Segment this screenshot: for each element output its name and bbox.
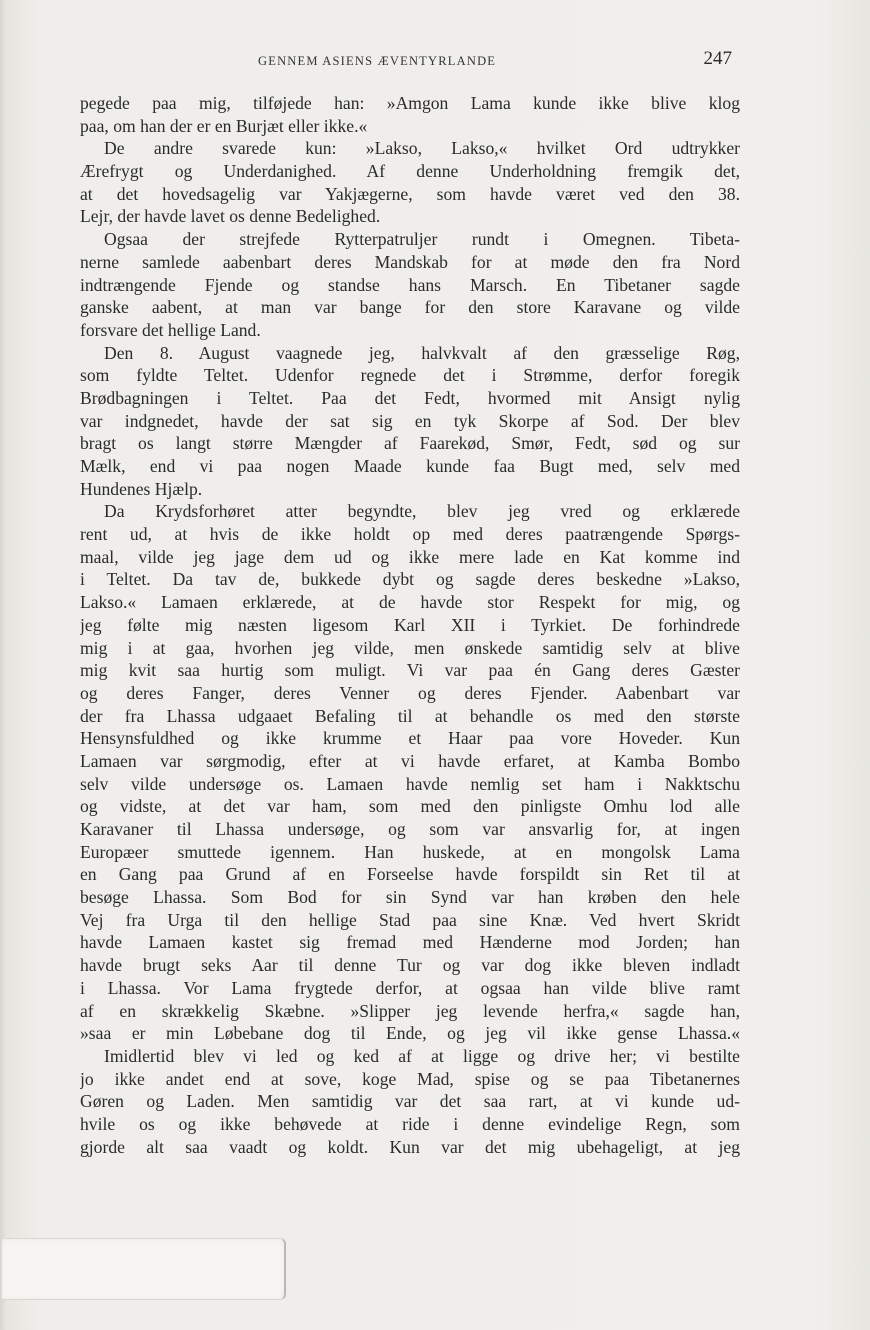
body-text [80, 92, 740, 1158]
text-line: havde Lamaen kastet sig fremad med Hænderne mod Jorden; han [80, 932, 740, 953]
text-line: besøge Lhassa. Som Bod for sin Synd var han krøben den hele [80, 887, 740, 908]
text-line: mig kvit saa hurtig som muligt. Vi var paa én Gang deres Gæster [80, 660, 740, 681]
running-title: GENNEM ASIENS ÆVENTYRLANDE [258, 54, 497, 68]
text-line: og vidste, at det var ham, som med den pinligste Omhu lod alle [80, 796, 740, 817]
text-line: i Teltet. Da tav de, bukkede dybt og sagde deres beskedne »Lakso, [80, 569, 740, 590]
text-line: nerne samlede aabenbart deres Mandskab for at møde den fra Nord [80, 251, 740, 272]
text-line: ganske aabent, at man var bange for den store Karavane og vilde [80, 297, 740, 318]
text-line: gjorde alt saa vaadt og koldt. Kun var det mig ubehageligt, at jeg [80, 1136, 740, 1157]
text-line: paa, om han der er en Burjæt eller ikke.« [80, 115, 368, 136]
text-line: jo ikke andet end at sove, koge Mad, spise og se paa Tibetanernes [80, 1068, 740, 1089]
text-line: »saa er min Løbebane dog til Ende, og jeg vil ikke gense Lhassa.« [80, 1023, 740, 1044]
text-line: som fyldte Teltet. Udenfor regnede det i Strømme, derfor foregik [80, 365, 740, 386]
text-line: Da Krydsforhøret atter begyndte, blev jeg vred og erklærede [104, 501, 740, 522]
page-edge-shadow [0, 0, 6, 1330]
text-line: Ærefrygt og Underdanighed. Af denne Underholdning fremgik det, [80, 161, 740, 182]
text-line: var indgnedet, havde der sat sig en tyk Skorpe af Sod. Der blev [80, 410, 740, 431]
text-line: Lakso.« Lamaen erklærede, at de havde stor Respekt for mig, og [80, 592, 740, 613]
text-line: Europæer smuttede igennem. Han huskede, at en mongolsk Lama [80, 841, 740, 862]
text-line: at det hovedsagelig var Yakjægerne, som havde været ved den 38. [80, 183, 740, 204]
text-line: indtrængende Fjende og standse hans Marsch. En Tibetaner sagde [80, 274, 740, 295]
text-line: pegede paa mig, tilføjede han: »Amgon Lama kunde ikke blive klog [80, 93, 740, 113]
text-line: De andre svarede kun: »Lakso, Lakso,« hvilket Ord udtrykker [104, 138, 740, 159]
text-line: maal, vilde jeg jage dem ud og ikke mere lade en Kat komme ind [80, 546, 740, 567]
text-line: selv vilde undersøge os. Lamaen havde nemlig set ham i Nakktschu [80, 773, 740, 794]
text-line: jeg følte mig næsten ligesom Karl XII i Tyrkiet. De forhindrede [80, 614, 740, 635]
text-line: rent ud, at hvis de ikke holdt op med deres paatrængende Spørgs- [80, 524, 740, 545]
text-line: mig i at gaa, hvorhen jeg vilde, men ønskede samtidig selv at blive [80, 637, 740, 658]
text-line: og deres Fanger, deres Venner og deres Fjender. Aabenbart var [80, 682, 740, 703]
text-line: i Lhassa. Vor Lama frygtede derfor, at ogsaa han vilde blive ramt [80, 977, 740, 998]
text-line: Den 8. August vaagnede jeg, halvkvalt af den græsselige Røg, [104, 342, 740, 363]
page-header [80, 46, 740, 76]
text-line: Vej fra Urga til den hellige Stad paa sine Knæ. Ved hvert Skridt [80, 909, 740, 930]
text-line: der fra Lhassa udgaaet Befaling til at behandle os med den største [80, 705, 740, 726]
text-line: bragt os langt større Mængder af Faarekød, Smør, Fedt, sød og sur [80, 433, 740, 454]
text-line: Imidlertid blev vi led og ked af at ligge og drive her; vi bestilte [104, 1045, 740, 1066]
text-line: Lamaen var sørgmodig, efter at vi havde erfaret, at Kamba Bombo [80, 750, 740, 771]
text-line: Lejr, der havde lavet os denne Bedelighed. [80, 206, 381, 227]
page-number: 247 [703, 48, 732, 69]
text-line: af en skrækkelig Skæbne. »Slipper jeg levende herfra,« sagde han, [80, 1000, 740, 1021]
text-line: Mælk, end vi paa nogen Maade kunde faa Bugt med, selv med [80, 456, 740, 476]
text-line: Ogsaa der strejfede Rytterpatruljer rundt i Omegnen. Tibeta- [104, 229, 740, 250]
text-line: Karavaner til Lhassa undersøge, og som var ansvarlig for, at ingen [80, 819, 740, 839]
text-line: havde brugt seks Aar til denne Tur og var dog ikke bleven indladt [80, 955, 740, 976]
text-line: Brødbagningen i Teltet. Paa det Fedt, hvormed mit Ansigt nylig [80, 387, 740, 408]
text-line: forsvare det hellige Land. [80, 319, 261, 340]
text-line: Gøren og Laden. Men samtidig var det saa rart, at vi kunde ud- [80, 1091, 740, 1112]
library-label-slip [2, 1238, 286, 1300]
text-line: Hensynsfuldhed og ikke krumme et Haar paa vore Hoveder. Kun [80, 728, 740, 749]
text-line: Hundenes Hjælp. [80, 478, 203, 499]
text-line: hvile os og ikke behøvede at ride i denne evindelige Regn, som [80, 1113, 740, 1134]
text-line: en Gang paa Grund af en Forseelse havde forspildt sin Ret til at [80, 864, 740, 885]
